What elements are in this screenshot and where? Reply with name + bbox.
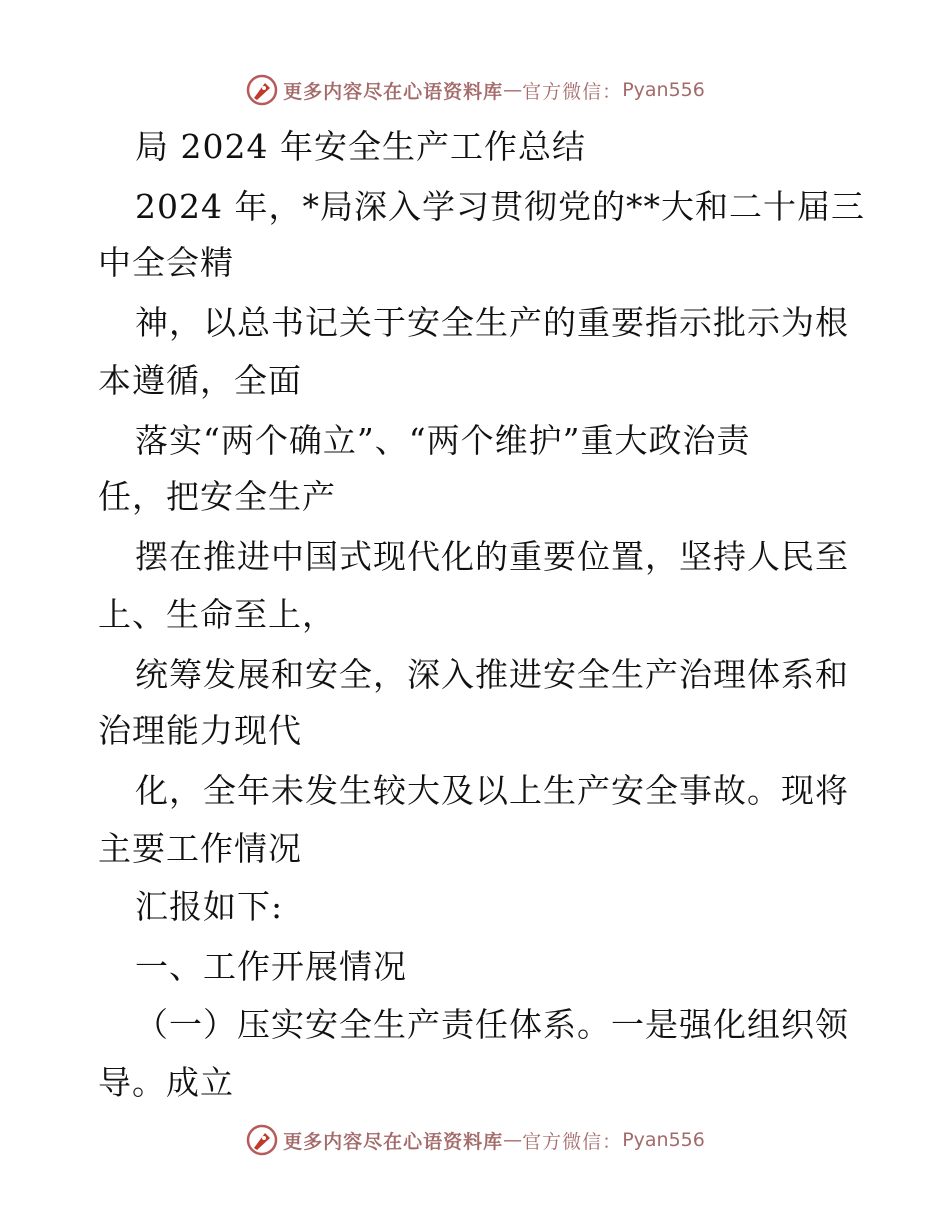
paragraph-line: 主要工作情况 bbox=[98, 829, 302, 868]
paragraph-line: 神，以总书记关于安全生产的重要指示批示为根 bbox=[135, 303, 849, 342]
paragraph-line: 中全会精 bbox=[98, 243, 234, 282]
paragraph-line: 化，全年未发生较大及以上生产安全事故。现将 bbox=[135, 771, 849, 810]
paragraph-line: 落实“两个确立”、“两个维护”重大政治责 bbox=[135, 421, 751, 460]
paragraph-line: 本遵循，全面 bbox=[98, 361, 302, 400]
subsection-line: （一）压实安全生产责任体系。一是强化组织领 bbox=[135, 1005, 849, 1044]
paragraph-line: 上、生命至上， bbox=[98, 595, 336, 634]
document-title: 局 2024 年安全生产工作总结 bbox=[135, 127, 586, 166]
section-heading: 一、工作开展情况 bbox=[135, 947, 407, 986]
paragraph-line: 治理能力现代 bbox=[98, 711, 302, 750]
footer-watermark bbox=[0, 1120, 950, 1160]
watermark-separator: — bbox=[503, 79, 523, 101]
paragraph-line: 统筹发展和安全，深入推进安全生产治理体系和 bbox=[135, 655, 849, 694]
watermark-wechat-label: 官方微信： bbox=[522, 80, 623, 103]
watermark-wechat-label: 官方微信： bbox=[522, 1130, 623, 1153]
paragraph-line: 2024 年，*局深入学习贯彻党的**大和二十届三 bbox=[135, 187, 865, 226]
paragraph-line: 导。成立 bbox=[98, 1063, 234, 1102]
watermark-separator: — bbox=[503, 1129, 523, 1151]
pen-nib-logo-icon bbox=[245, 73, 279, 107]
watermark-brand: 更多内容尽在心语资料库 bbox=[283, 80, 504, 103]
header-watermark bbox=[0, 70, 950, 110]
paragraph-line: 汇报如下: bbox=[135, 887, 284, 926]
paragraph-line: 摆在推进中国式现代化的重要位置，坚持人民至 bbox=[135, 537, 849, 576]
pen-nib-logo-icon bbox=[245, 1123, 279, 1157]
watermark-wechat-id: Pyan556 bbox=[622, 79, 705, 101]
watermark-wechat-id: Pyan556 bbox=[622, 1129, 705, 1151]
watermark-brand: 更多内容尽在心语资料库 bbox=[283, 1130, 504, 1153]
paragraph-line: 任，把安全生产 bbox=[98, 477, 336, 516]
